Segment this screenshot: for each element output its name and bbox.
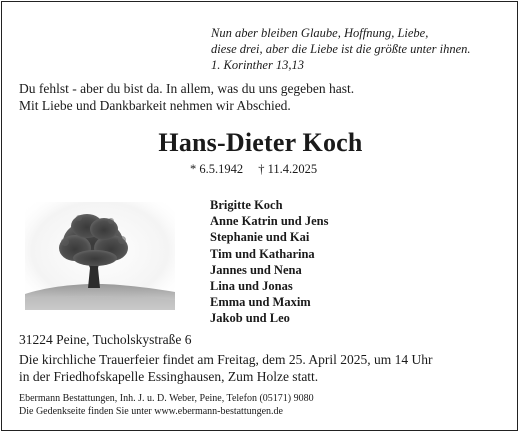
verse-line: Nun aber bleiben Glaube, Hoffnung, Liebe, bbox=[211, 26, 429, 40]
farewell-line: Du fehlst - aber du bist da. In allem, was du uns gegeben hast. bbox=[19, 81, 355, 96]
undertaker-contact: Ebermann Bestattungen, Inh. J. u. D. Weber, Peine, Telefon (05171) 9080 bbox=[19, 393, 314, 404]
list-item: Tim und Katharina bbox=[210, 246, 315, 261]
obituary-notice bbox=[1, 1, 518, 431]
memorial-page-info: Die Gedenkseite finden Sie unter www.ebermann-bestattungen.de bbox=[19, 405, 283, 417]
verse-line: diese drei, aber die Liebe ist die größte unter ihnen. bbox=[211, 42, 471, 56]
service-line: Die kirchliche Trauerfeier findet am Freitag, dem 25. April 2025, um 14 Uhr bbox=[19, 352, 433, 367]
list-item: Lina und Jonas bbox=[210, 279, 293, 294]
family-list bbox=[210, 197, 328, 327]
list-item: Jakob und Leo bbox=[210, 311, 290, 326]
family-address: 31224 Peine, Tucholskystraße 6 bbox=[19, 332, 192, 347]
list-item: Brigitte Koch bbox=[210, 198, 283, 212]
deceased-name: Hans-Dieter Koch bbox=[158, 128, 363, 157]
farewell-text bbox=[19, 80, 354, 114]
tree-landscape-icon bbox=[25, 202, 175, 310]
service-line: in der Friedhofskapelle Essinghausen, Zum Holze statt. bbox=[19, 368, 319, 384]
farewell-line: Mit Liebe und Dankbarkeit nehmen wir Abschied. bbox=[19, 98, 291, 113]
bible-verse bbox=[211, 25, 511, 73]
funeral-service-info bbox=[19, 352, 433, 385]
list-item: Emma und Maxim bbox=[210, 295, 311, 310]
birth-date: * 6.5.1942 bbox=[190, 162, 244, 176]
undertaker-footer bbox=[19, 393, 314, 418]
death-date: † 11.4.2025 bbox=[258, 162, 318, 176]
list-item: Anne Katrin und Jens bbox=[210, 214, 329, 229]
list-item: Stephanie und Kai bbox=[210, 230, 310, 245]
list-item: Jannes und Nena bbox=[210, 262, 302, 277]
verse-reference: 1. Korinther 13,13 bbox=[211, 58, 305, 72]
life-dates bbox=[190, 161, 317, 177]
